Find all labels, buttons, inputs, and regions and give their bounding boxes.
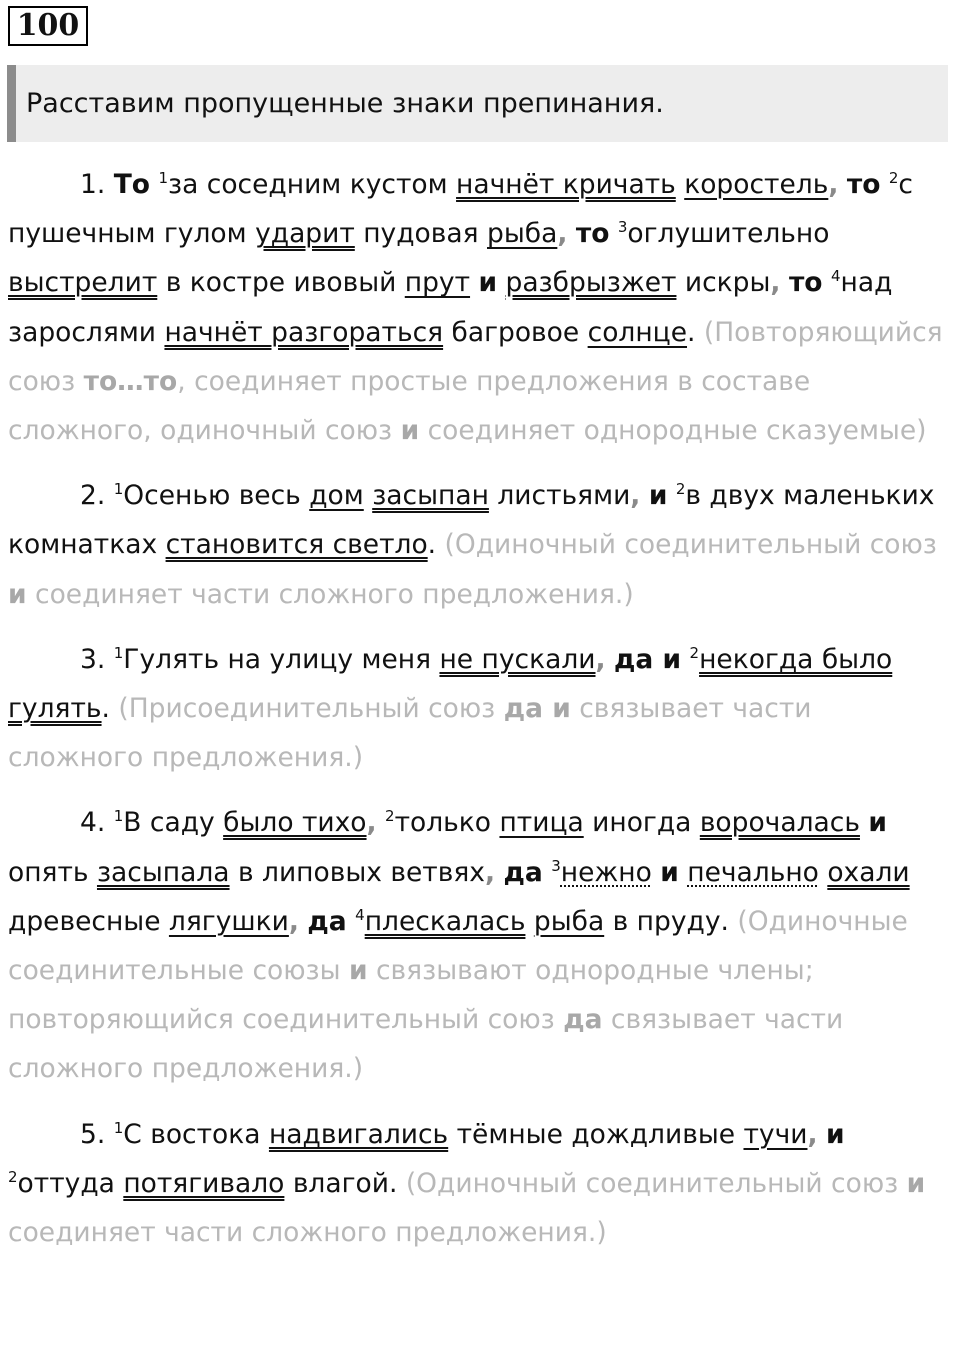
explanation-conjunction: да и	[503, 693, 571, 725]
adverbial-underline: нежно	[560, 856, 652, 888]
text-segment: .	[687, 316, 704, 348]
explanation-conjunction: и	[348, 955, 368, 987]
text-segment	[567, 218, 575, 249]
explanation-text: , соединяет простые предложения в составе сложного, одиночный союз	[8, 365, 811, 447]
text-segment: .	[427, 529, 445, 561]
clause-index: 1	[113, 480, 124, 499]
item-text	[8, 1119, 925, 1248]
item-number: 5.	[80, 1118, 106, 1150]
subject-underline: лягушки	[168, 905, 289, 937]
text-segment	[364, 480, 372, 511]
item-text	[8, 480, 937, 609]
clause-index: 1	[113, 1118, 124, 1137]
inserted-comma: ,	[807, 1118, 818, 1150]
conjunction: то	[788, 267, 823, 299]
inserted-comma: ,	[828, 169, 839, 200]
explanation-conjunction: да	[563, 1004, 603, 1036]
predicate-underline: надвигались	[268, 1118, 449, 1150]
item-2	[8, 471, 953, 619]
text-segment: влагой.	[284, 1167, 406, 1199]
clause-index: 2	[8, 1168, 18, 1187]
text-segment: оттуда	[17, 1167, 124, 1199]
conjunction: и	[648, 480, 668, 512]
item-4	[8, 798, 953, 1093]
conjunction: и	[868, 807, 887, 839]
predicate-underline: начнёт кричать	[456, 169, 676, 200]
instruction-banner: Расставим пропущенные знаки препинания.	[7, 65, 948, 142]
text-segment: искры	[676, 267, 771, 299]
explanation-text: соединяет части сложного предложения.)	[8, 1217, 607, 1249]
text-segment: листьями	[488, 480, 631, 512]
inserted-comma: ,	[288, 905, 299, 937]
text-segment: в двух маленьких комнатках	[8, 480, 935, 561]
predicate-underline: потягивало	[123, 1167, 285, 1199]
predicate-underline: начнёт разгораться	[164, 316, 444, 348]
predicate-underline: некогда было гулять	[8, 643, 893, 725]
text-segment: Гулять на улицу меня	[123, 643, 440, 675]
inserted-comma: ,	[770, 267, 781, 299]
subject-underline: коростель	[684, 169, 829, 200]
text-segment: Осенью весь	[123, 480, 310, 512]
adverbial-underline: печально	[687, 856, 819, 888]
predicate-underline: плескалась	[364, 905, 526, 937]
text-segment	[543, 857, 551, 888]
text-segment: С востока	[123, 1118, 269, 1150]
conjunction: и	[478, 267, 498, 299]
explanation-text: (Повторяющийся союз	[8, 316, 943, 397]
clause-index: 2	[888, 169, 899, 188]
subject-underline: птица	[499, 807, 584, 839]
predicate-underline: засыпан	[372, 480, 489, 512]
predicate-underline: охали	[827, 856, 910, 888]
clause-index: 1	[158, 169, 169, 188]
item-number: 2.	[80, 480, 106, 512]
explanation-text: соединяет части сложного предложения.)	[26, 578, 634, 610]
predicate-underline: не пускали	[439, 643, 596, 675]
clause-index: 2	[675, 480, 686, 499]
predicate-underline: было тихо	[223, 807, 367, 839]
predicate-underline: ворочалась	[699, 807, 860, 839]
inserted-comma: ,	[595, 643, 606, 675]
inserted-comma: ,	[366, 807, 377, 839]
text-segment: над зарослями	[8, 267, 893, 348]
clause-index: 4	[355, 906, 365, 925]
item-text	[8, 169, 943, 446]
text-segment	[606, 644, 614, 675]
item-5	[8, 1110, 953, 1258]
text-segment	[838, 169, 846, 200]
inserted-comma: ,	[484, 856, 496, 888]
conjunction: То	[113, 169, 151, 200]
text-segment	[823, 267, 831, 298]
inserted-comma: ,	[630, 480, 641, 512]
text-segment	[818, 1119, 826, 1150]
text-segment: оглушительно	[627, 218, 830, 250]
clause-index: 2	[385, 807, 395, 826]
text-segment	[880, 169, 888, 200]
text-segment: в липовых ветвях	[229, 856, 485, 888]
item-number: 4.	[80, 807, 106, 839]
explanation-text: (Одиночный соединительный союз	[405, 1167, 907, 1199]
text-segment	[347, 906, 355, 937]
explanation-conjunction: и	[906, 1167, 926, 1199]
explanation-conjunction: и	[8, 578, 27, 610]
task-number: 100	[8, 6, 88, 46]
predicate-underline: разбрызжет	[505, 267, 677, 299]
conjunction: то	[575, 218, 610, 250]
clause-index: 3	[617, 218, 628, 237]
explanation-text: (Одиночные соединительные союзы	[8, 905, 908, 987]
text-segment	[609, 218, 617, 249]
explanation-text: (Присоединительный союз	[118, 693, 504, 725]
text-segment	[781, 267, 789, 298]
text-segment: тёмные дождливые	[448, 1118, 744, 1150]
explanation-text: (Одиночный соединительный союз	[444, 529, 937, 561]
text-segment: древесные	[8, 905, 169, 937]
clause-index: 1	[113, 644, 124, 662]
text-segment	[497, 267, 505, 298]
subject-underline: тучи	[743, 1118, 808, 1150]
explanation-text: связывают однородные члены; повторяющийся соединительный союз	[8, 955, 814, 1036]
clause-index: 2	[689, 644, 700, 662]
text-segment	[679, 857, 687, 888]
text-segment: пудовая	[354, 218, 487, 250]
clause-index: 3	[551, 856, 561, 875]
inserted-comma: ,	[557, 218, 568, 250]
clause-index: 1	[113, 807, 124, 826]
conjunction: то	[846, 169, 881, 200]
text-segment: багровое	[443, 316, 588, 348]
text-segment	[667, 480, 675, 511]
item-number: 1.	[80, 169, 106, 200]
item-1	[8, 160, 953, 455]
text-segment: в пруду.	[604, 905, 738, 937]
subject-underline: рыба	[487, 218, 558, 250]
subject-underline: прут	[404, 267, 471, 299]
explanation-text: связывает части сложного предложения.)	[8, 1004, 844, 1085]
explanation-conjunction: и	[400, 415, 420, 447]
subject-underline: солнце	[587, 316, 688, 348]
text-segment	[377, 807, 385, 838]
subject-underline: рыба	[533, 905, 605, 937]
text-segment: иногда	[583, 807, 700, 839]
text-segment	[640, 480, 648, 511]
explanation-conjunction: то…то	[83, 365, 178, 397]
text-segment: только	[394, 807, 500, 839]
text-segment	[525, 906, 533, 937]
item-text	[8, 644, 892, 773]
text-segment	[681, 644, 689, 675]
text-segment: В саду	[123, 807, 224, 839]
predicate-underline: засыпала	[96, 856, 230, 888]
text-segment	[676, 169, 684, 200]
subject-underline: дом	[309, 480, 364, 512]
text-segment: с пушечным гулом	[8, 169, 913, 250]
item-3	[8, 635, 953, 783]
conjunction: да и	[614, 643, 682, 675]
clause-index: 4	[830, 267, 841, 286]
explanation-text: связывает части сложного предложения.)	[8, 693, 812, 774]
text-segment: за соседним кустом	[168, 169, 457, 200]
conjunction: и	[660, 856, 679, 888]
predicate-underline: становится светло	[165, 529, 428, 561]
conjunction: и	[826, 1118, 845, 1150]
conjunction: да	[503, 856, 543, 888]
explanation-text: соединяет однородные сказуемые)	[419, 415, 927, 447]
exercise-content	[8, 160, 953, 1273]
item-text	[8, 807, 910, 1084]
predicate-underline: ударит	[255, 218, 355, 250]
text-segment: в костре ивовый	[157, 267, 405, 299]
text-segment: .	[101, 693, 119, 725]
item-number: 3.	[80, 643, 106, 675]
conjunction: да	[307, 905, 347, 937]
predicate-underline: выстрелит	[8, 267, 158, 299]
text-segment	[652, 857, 660, 888]
text-segment: опять	[8, 856, 97, 888]
